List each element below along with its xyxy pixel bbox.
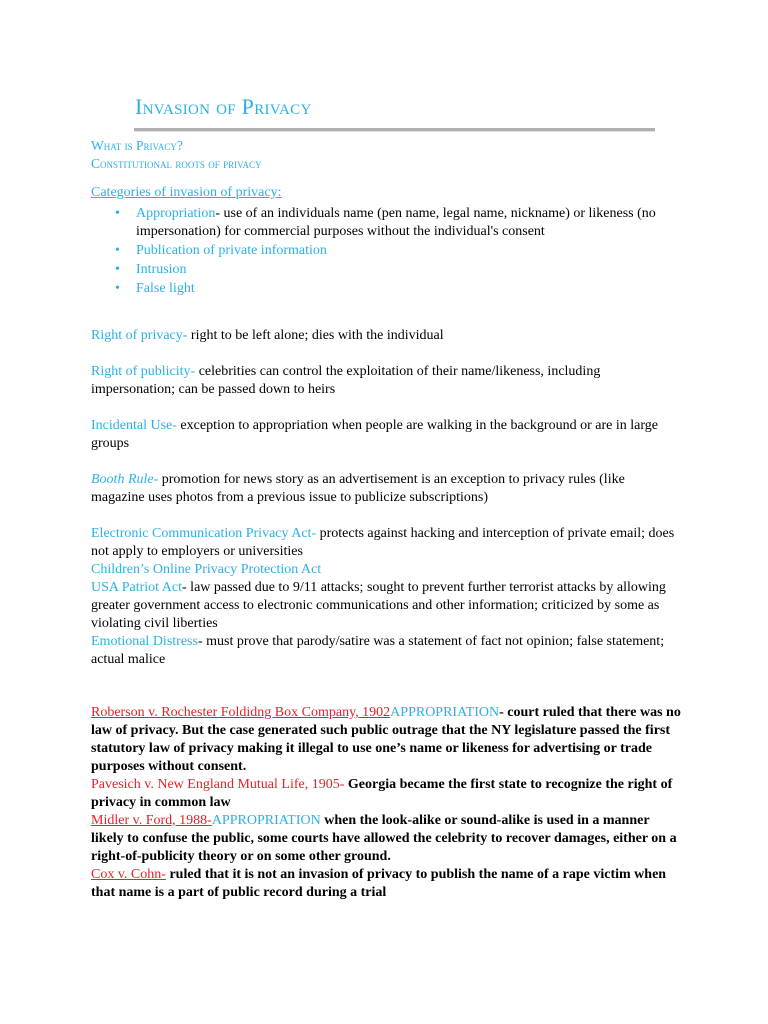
definition-right-of-publicity [91, 363, 681, 399]
act-term: Emotional Distress [91, 634, 198, 649]
definition-term: Booth Rule- [91, 472, 159, 487]
act-text: protects against hacking and interception of private email; does not apply to employers or universities [91, 526, 675, 559]
definition-term: Right of publicity- [91, 364, 196, 379]
categories-heading-colon: : [277, 185, 282, 200]
subheading-constitutional-roots: Constitutional roots of privacy [91, 156, 262, 171]
act-term: Electronic Communication Privacy Act- [91, 526, 317, 541]
category-term: Intrusion [136, 262, 187, 277]
case-list [91, 704, 681, 902]
definition-text: promotion for news story as an advertisement is an exception to privacy rules (like magazine uses photos from a previous issue to publicize subscriptions) [91, 472, 625, 505]
case-pavesich [91, 776, 681, 812]
definition-text: exception to appropriation when people are walking in the background or are in large groups [91, 418, 658, 451]
title-underline-rule [134, 128, 655, 132]
list-item [136, 242, 681, 260]
case-name: Pavesich v. New England Mutual Life, 1905- [91, 777, 345, 792]
case-name: Midler v. Ford, 1988- [91, 813, 212, 828]
list-item [136, 205, 681, 241]
definition-term: Incidental Use- [91, 418, 177, 433]
case-text: Georgia became the first state to recognize the right of privacy in common law [91, 777, 673, 810]
page-title: Invasion of Privacy [135, 94, 312, 119]
categories-list [136, 205, 681, 299]
definition-incidental-use [91, 417, 681, 453]
category-text: - use of an individuals name (pen name, legal name, nickname) or likeness (no impersonation) for commercial purposes without the individual's consent [136, 206, 656, 239]
case-midler [91, 812, 681, 866]
categories-heading [91, 185, 282, 201]
act-term: Children’s Online Privacy Protection Act [91, 562, 322, 577]
definition-text: celebrities can control the exploitation of their name/likeness, including impersonation; can be passed down to heirs [91, 364, 601, 397]
case-text: - court ruled that there was no law of privacy. But the case generated such public outrage that the NY legislature passed the first statutory law of privacy making it illegal to use one’s name or likeness for advertising or trade purposes without consent. [91, 705, 681, 774]
case-tag: APPROPRIATION [211, 813, 321, 828]
definition-text: right to be left alone; dies with the individual [187, 328, 444, 343]
list-item [136, 280, 681, 298]
category-term: Publication of private information [136, 243, 327, 258]
categories-heading-text: Categories of invasion of privacy [91, 185, 278, 200]
act-term: USA Patriot Act [91, 580, 183, 595]
act-text: - must prove that parody/satire was a statement of fact not opinion; false statement; actual malice [91, 634, 665, 667]
category-term: Appropriation [136, 206, 216, 221]
subheading-what-is-privacy: What is Privacy? [91, 138, 183, 153]
act-emotional-distress [91, 633, 681, 669]
act-usa-patriot [91, 579, 681, 633]
case-text: when the look-alike or sound-alike is used in a manner likely to confuse the public, some courts have allowed the celebrity to recover damages, either on a right-of-publicity theory or on some other ground. [91, 813, 677, 864]
definition-term: Right of privacy- [91, 328, 188, 343]
case-roberson [91, 704, 681, 776]
list-item [136, 261, 681, 279]
case-tag: APPROPRIATION [390, 705, 500, 720]
case-text: ruled that it is not an invasion of privacy to publish the name of a rape victim when that name is a part of public record during a trial [91, 867, 667, 900]
definition-booth-rule [91, 471, 681, 507]
act-text: - law passed due to 9/11 attacks; sought to prevent further terrorist attacks by allowing greater government access to electronic communications and other information; criticized by some as violating civil liberties [91, 580, 666, 631]
act-electronic-communication [91, 525, 681, 561]
case-name: Cox v. Cohn- [91, 867, 166, 882]
category-term: False light [136, 281, 195, 296]
definition-right-of-privacy [91, 327, 681, 345]
act-childrens-online-privacy [91, 561, 681, 579]
case-cox [91, 866, 681, 902]
case-name: Roberson v. Rochester Foldidng Box Company, 1902 [91, 705, 391, 720]
